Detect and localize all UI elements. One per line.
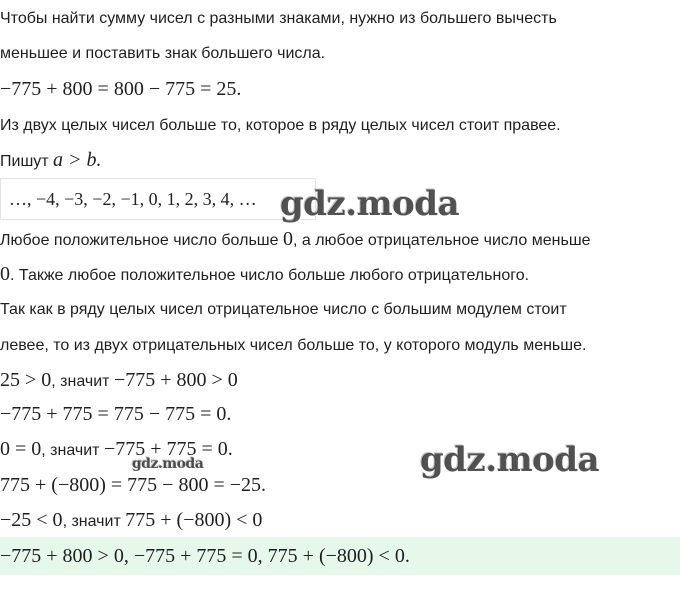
- text-line-3: Из двух целых чисел больше то, которое в ряду целых чисел стоит правее.: [0, 117, 561, 134]
- watermark-logo: gdz.moda: [280, 184, 460, 224]
- text-fragment: , значит: [51, 373, 114, 390]
- text-fragment: , а любое отрицательное число меньше: [292, 232, 591, 249]
- text-fragment: . Также любое положительное число больше любого отрицательного.: [10, 267, 530, 284]
- math-fragment: 0: [0, 263, 10, 285]
- text-fragment: Любое положительное число больше: [0, 232, 283, 249]
- text-line-2: меньшее и поставить знак большего числа.: [0, 45, 326, 62]
- watermark-logo: gdz.moda: [420, 440, 600, 480]
- text-line-7: Так как в ряду целых чисел отрицательное число с большим модулем стоит: [0, 301, 567, 318]
- math-fragment: 0 = 0: [0, 438, 42, 460]
- integer-sequence-box: …, −4, −3, −2, −1, 0, 1, 2, 3, 4, …: [0, 178, 316, 220]
- watermark-logo-small: gdz.moda: [132, 456, 204, 472]
- math-fragment: −775 + 775 = 0.: [103, 438, 233, 460]
- text-fragment: , значит: [62, 513, 126, 530]
- equation-line-3: −775 + 775 = 775 − 775 = 0.: [0, 403, 232, 425]
- equation-line-5: 775 + (−800) = 775 − 800 = −25.: [0, 474, 266, 496]
- text-fragment: Пишут: [0, 153, 54, 170]
- text-line-4: [0, 142, 102, 178]
- math-fragment: 775 + (−800) < 0: [125, 509, 263, 531]
- math-fragment: −775 + 800 > 0: [113, 369, 238, 391]
- text-line-8: левее, то из двух отрицательных чисел больше то, у которого модуль меньше.: [0, 337, 587, 354]
- answer-line: −775 + 800 > 0, −775 + 775 = 0, 775 + (−800) < 0.: [0, 545, 410, 567]
- math-fragment: 0: [282, 228, 293, 250]
- math-fragment: 25 > 0: [0, 369, 52, 391]
- text-line-6: [0, 256, 529, 292]
- math-fragment: −25 < 0: [0, 509, 63, 531]
- math-fragment: a > b.: [53, 149, 102, 171]
- text-line-1: Чтобы найти сумму чисел с разными знаками, нужно из большего вычесть: [0, 10, 557, 27]
- text-line-5: [0, 221, 591, 257]
- equation-line-1: −775 + 800 = 800 − 775 = 25.: [0, 78, 242, 100]
- equation-line-6: [0, 502, 262, 538]
- text-fragment: , значит: [41, 442, 104, 459]
- equation-line-2: [0, 362, 238, 398]
